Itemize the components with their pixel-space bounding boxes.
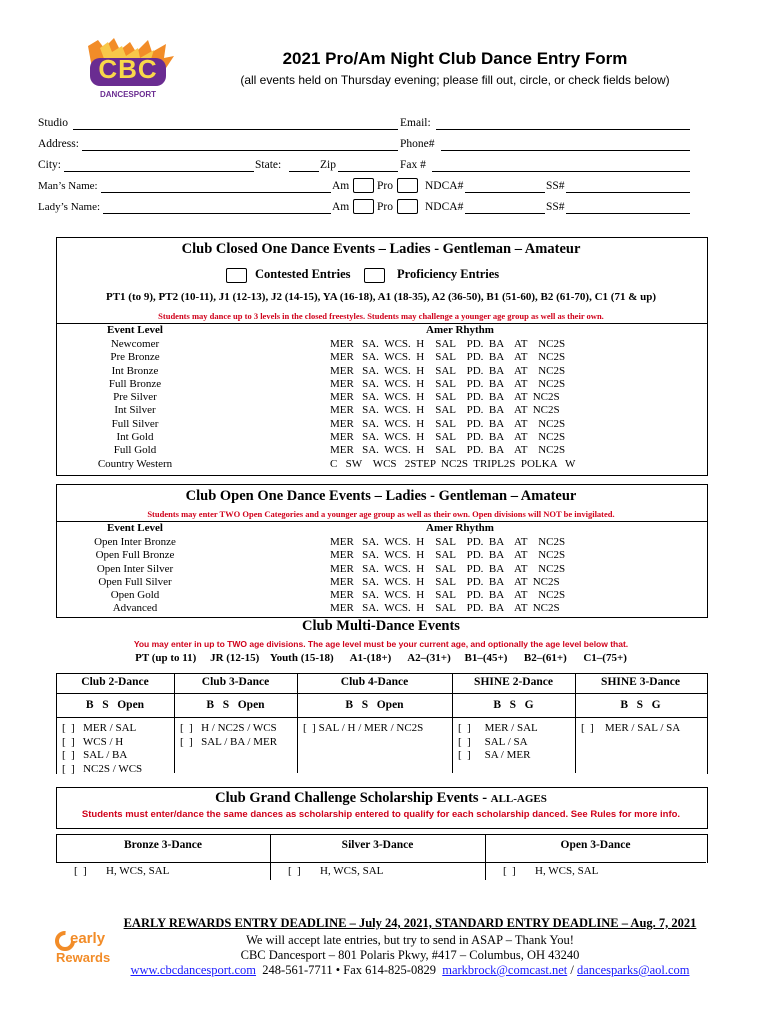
open-dance-list [330,536,610,616]
zip-label: Zip [320,159,336,171]
dance-options-row: MER SA. WCS. H SAL PD. BA AT NC2S [330,391,560,404]
event-level: Open Gold [110,589,160,602]
studio-field[interactable] [73,129,398,130]
phone-label: Phone# [400,138,435,150]
multi-dance-option[interactable]: [ ] NC2S / WCS [62,762,143,775]
email-link-2[interactable]: dancesparks@aol.com [576,963,690,977]
closed-title: Club Closed One Dance Events – Ladies - Gentleman – Amateur [181,241,581,257]
fax-label: Fax # [400,159,426,171]
multi-dance-option[interactable]: [ ] SAL / H / MER / NC2S [303,722,424,734]
multi-dance-option[interactable]: [ ] WCS / H [62,735,124,748]
lady-ss-field[interactable] [566,213,690,214]
email-separator: / [567,963,577,977]
multi-dance-option[interactable]: [ ] SAL / SA [458,735,528,748]
open-level-list [70,536,200,616]
email-link-1[interactable]: markbrock@comcast.net [442,963,568,977]
multi-dance-option[interactable]: [ ] H / NC2S / WCS [180,722,277,734]
page-subtitle: (all events held on Thursday evening; please fill out, circle, or check fields below) [240,73,670,87]
grand-title: Club Grand Challenge Scholarship Events - [215,790,488,806]
multi-title: Club Multi-Dance Events [302,618,460,634]
dance-options-row: MER SA. WCS. H SAL PD. BA AT NC2S [330,404,560,417]
contested-label: Contested Entries [255,267,351,281]
lady-ndca-field[interactable] [465,213,545,214]
dance-options-row: MER SA. WCS. H SAL PD. BA AT NC2S [330,589,566,602]
multi-column-header: SHINE 2-Dance [474,676,553,688]
early-rewards-line2: Rewards [56,950,111,965]
event-level: Int Silver [114,404,156,417]
grand-checkbox[interactable]: [ ] [288,865,301,877]
event-level: Open Full Silver [98,575,172,588]
multi-level-options[interactable]: B S Open [345,699,404,711]
grand-note: Students must enter/dance the same dances as scholarship entered to qualify for each scholarship danced. See Rules for more info. [81,809,681,820]
event-level: Full Bronze [108,377,162,390]
multi-dance-option[interactable]: [ ] SAL / BA / MER [180,735,278,748]
event-level: Advanced [112,602,158,615]
dance-options-row: MER SA. WCS. H SAL PD. BA AT NC2S [330,562,566,575]
multi-level-options[interactable]: B S G [493,699,534,711]
grand-dance-list: H, WCS, SAL [320,865,384,877]
multi-dance-option[interactable]: [ ] SAL / BA [62,749,128,761]
man-am-label: Am [332,180,350,192]
dance-options-row: MER SA. WCS. H SAL PD. BA AT NC2S [330,602,560,615]
deadline-text: EARLY REWARDS ENTRY DEADLINE – July 24, 2021, STANDARD ENTRY DEADLINE – Aug. 7, 2021 [123,916,697,930]
logo-subtitle: DANCESPORT [99,90,156,99]
dance-options-row: MER SA. WCS. H SAL PD. BA AT NC2S [330,431,566,444]
multi-age-groups: PT (up to 11) JR (12-15) Youth (15-18) A1-(18+) A2–(31+) B1–(45+) B2–(61+) C1–(75+) [135,652,627,664]
fax-field[interactable] [432,171,690,172]
cbc-logo [78,38,178,102]
multi-dance-option[interactable]: [ ] MER / SAL [458,722,538,734]
proficiency-checkbox[interactable] [364,268,385,283]
man-pro-checkbox[interactable] [397,178,418,193]
lady-name-label: Lady’s Name: [38,201,101,213]
grand-dance-list: H, WCS, SAL [106,865,170,877]
man-ss-label: SS# [546,180,565,192]
lady-am-label: Am [332,201,350,213]
phone-field[interactable] [441,150,690,151]
city-label: City: [38,159,62,171]
dance-options-row: MER SA. WCS. H SAL PD. BA AT NC2S [330,377,566,390]
dance-options-row: MER SA. WCS. H SAL PD. BA AT NC2S [330,364,566,377]
grand-checkbox[interactable]: [ ] [74,865,87,877]
multi-column-header: Club 3-Dance [201,676,270,688]
lady-am-checkbox[interactable] [353,199,374,214]
multi-note: You may enter in up to TWO age divisions. The age level must be your current age, and optionally the age level below that. [133,639,629,649]
event-level: Pre Silver [113,391,157,404]
man-name-field[interactable] [101,192,331,193]
address-field[interactable] [82,150,398,151]
man-ndca-label: NDCA# [425,180,464,192]
closed-age-groups: PT1 (to 9), PT2 (10-11), J1 (12-13), J2 (14-15), YA (16-18), A1 (18-35), A2 (36-50), B1 (51-60), B2 (61-70), C1 (71 & up) [105,291,657,303]
grand-column-header: Silver 3-Dance [341,839,414,851]
dance-options-row: MER SA. WCS. H SAL PD. BA AT NC2S [330,575,560,588]
dance-options-row: MER SA. WCS. H SAL PD. BA AT NC2S [330,444,566,457]
email-label: Email: [400,117,431,129]
closed-dance-list [330,338,610,471]
city-field[interactable] [64,171,254,172]
lady-pro-checkbox[interactable] [397,199,418,214]
man-ndca-field[interactable] [465,192,545,193]
lady-pro-label: Pro [377,201,393,213]
phone-fax: 248-561-7711 • Fax 614-825-0829 [256,963,443,977]
event-level: Open Full Bronze [95,549,175,562]
mailing-address: CBC Dancesport – 801 Polaris Pkwy, #417 – Columbus, OH 43240 [240,948,580,962]
lady-ss-label: SS# [546,201,565,213]
grand-dance-list: H, WCS, SAL [535,865,599,877]
lady-ndca-label: NDCA# [425,201,464,213]
grand-column-header: Bronze 3-Dance [123,839,203,851]
grand-column-header: Open 3-Dance [560,839,631,851]
multi-dance-option[interactable]: [ ] SA / MER [458,749,531,761]
multi-column-header: SHINE 3-Dance [601,676,680,688]
man-pro-label: Pro [377,180,393,192]
man-am-checkbox[interactable] [353,178,374,193]
closed-rhythm-header: Amer Rhythm [426,324,494,336]
address-label: Address: [38,138,79,150]
multi-column-header: Club 2-Dance [81,676,149,688]
dance-options-row: C SW WCS 2STEP NC2S TRIPL2S POLKA W [330,457,576,470]
event-level: Int Bronze [111,364,159,377]
open-rhythm-header: Amer Rhythm [426,522,494,534]
event-level: Open Inter Bronze [94,536,176,548]
email-field[interactable] [436,129,690,130]
late-entries-text: We will accept late entries, but try to send in ASAP – Thank You! [246,933,574,947]
dance-options-row: MER SA. WCS. H SAL PD. BA AT NC2S [330,417,566,430]
grand-checkbox[interactable]: [ ] [503,865,516,877]
multi-level-options[interactable]: B S Open [206,699,265,711]
multi-column-header: Club 4-Dance [340,676,409,688]
event-level: Newcomer [110,338,160,350]
open-title: Club Open One Dance Events – Ladies - Gentleman – Amateur [185,488,577,504]
event-level: Open Inter Silver [96,562,174,575]
event-level: Int Gold [116,431,154,444]
zip-field[interactable] [338,171,398,172]
dance-options-row: MER SA. WCS. H SAL PD. BA AT NC2S [330,536,566,548]
page-title: 2021 Pro/Am Night Club Dance Entry Form [282,49,628,68]
proficiency-label: Proficiency Entries [397,267,500,281]
multi-dance-option[interactable]: [ ] MER / SAL / SA [581,722,681,734]
event-level: Full Gold [113,444,157,457]
dance-options-row: MER SA. WCS. H SAL PD. BA AT NC2S [330,549,566,562]
dance-options-row: MER SA. WCS. H SAL PD. BA AT NC2S [330,338,566,350]
multi-dance-option[interactable]: [ ] MER / SAL [62,722,137,734]
event-level: Country Western [97,457,173,470]
lady-name-field[interactable] [103,213,331,214]
state-label: State: [255,159,282,171]
closed-note: Students may dance up to 3 levels in the closed freestyles. Students may challenge a younger age group as well as their own. [158,311,604,321]
multi-level-options[interactable]: B S Open [85,699,145,711]
open-note: Students may enter TWO Open Categories and a younger age group as well as their own. Open divisions will NOT be invigilated. [147,509,615,519]
contact-line [90,963,730,978]
early-rewards-line1: early [70,930,106,947]
logo-letters: CBC [98,54,158,84]
studio-label: Studio [38,117,69,129]
open-level-header: Event Level [107,522,163,534]
multi-level-options[interactable]: B S G [620,699,661,711]
website-link[interactable]: www.cbcdancesport.com [130,963,257,977]
man-ss-field[interactable] [566,192,690,193]
closed-level-header: Event Level [107,324,163,336]
event-level: Pre Bronze [110,351,160,364]
state-field[interactable] [289,171,319,172]
grand-title-row [56,790,706,807]
man-name-label: Man’s Name: [38,180,98,192]
event-level: Full Silver [111,417,159,430]
dance-options-row: MER SA. WCS. H SAL PD. BA AT NC2S [330,351,566,364]
contested-checkbox[interactable] [226,268,247,283]
closed-level-list [70,338,200,471]
grand-title-suffix: ALL-AGES [490,793,547,805]
